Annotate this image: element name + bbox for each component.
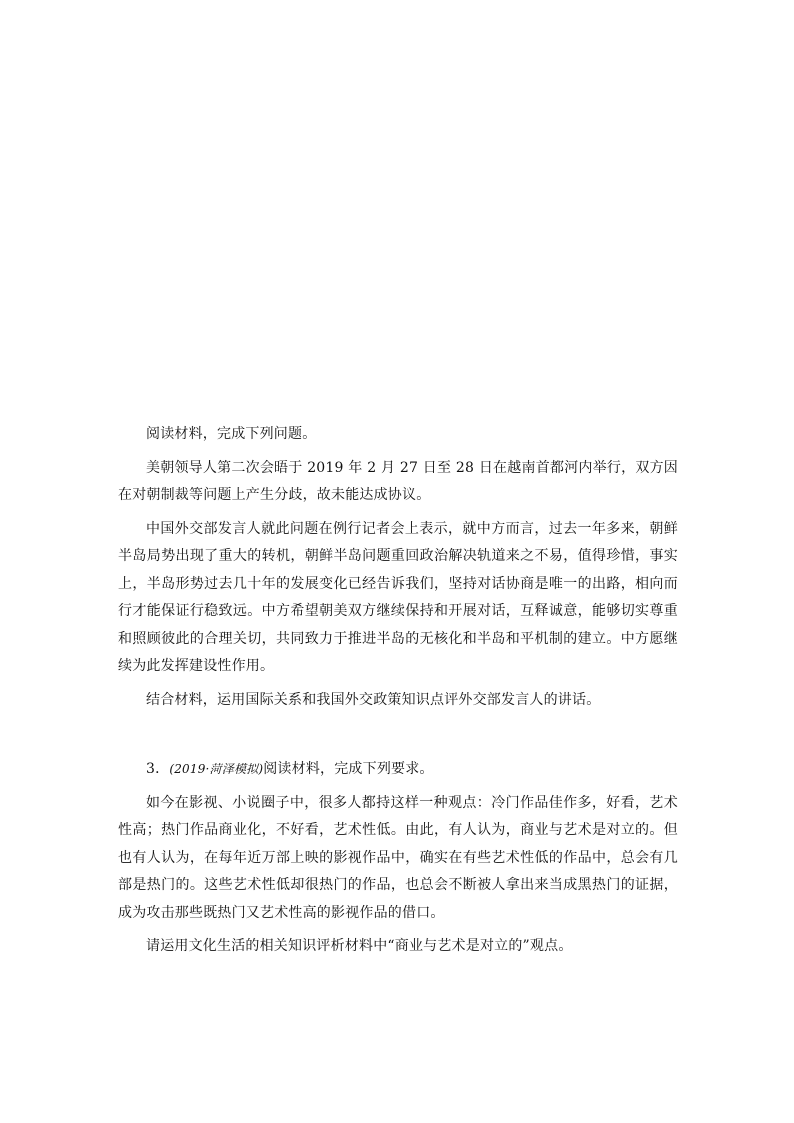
- section-b-paragraph-1: 如今在影视、小说圈子中，很多人都持这样一种观点：冷门作品佳作多，好看，艺术性高；热门作品商业化，不好看，艺术性低。由此，有人认为，商业与艺术是对立的。但也有人认为，在每年近万部上映的影视作品中，确实在有些艺术性低的作品中，总会有几部是热门的。这些艺术性低却很热门的作品，也总会不断被人拿出来当成黑热门的证据，成为攻击那些既热门又艺术性高的影视作品的借口。: [118, 794, 678, 921]
- section-b-heading: [118, 756, 678, 784]
- section-a-paragraph-2: 中国外交部发言人就此问题在例行记者会上表示，就中方而言，过去一年多来，朝鲜半岛局势出现了重大的转机，朝鲜半岛问题重回政治解决轨道来之不易，值得珍惜，事实上，半岛形势过去几十年的发展变化已经告诉我们，坚持对话协商是唯一的出路，相向而行才能保证行稳致远。中方希望朝美双方继续保持和开展对话，互释诚意，能够切实尊重和照顾彼此的合理关切，共同致力于推进半岛的无核化和半岛和平机制的建立。中方愿继续为此发挥建设性作用。: [118, 520, 678, 674]
- section-a-intro: 阅读材料，完成下列问题。: [146, 426, 317, 442]
- section-a-question: 结合材料，运用国际关系和我国外交政策知识点评外交部发言人的讲话。: [146, 691, 601, 708]
- question-source: (2019·菏泽模拟): [169, 762, 264, 776]
- document-content: [118, 421, 678, 961]
- section-a-paragraph-1: 美朝领导人第二次会晤于 2019 年 2 月 27 日至 28 日在越南首都河内举行，双方因在对朝制裁等问题上产生分歧，故未能达成协议。: [118, 459, 678, 503]
- section-b-question: 请运用文化生活的相关知识评析材料中“商业与艺术是对立的”观点。: [146, 938, 573, 954]
- section-b-intro: 阅读材料，完成下列要求。: [263, 761, 434, 777]
- question-number: 3．: [146, 761, 170, 777]
- section-gap: [118, 714, 678, 756]
